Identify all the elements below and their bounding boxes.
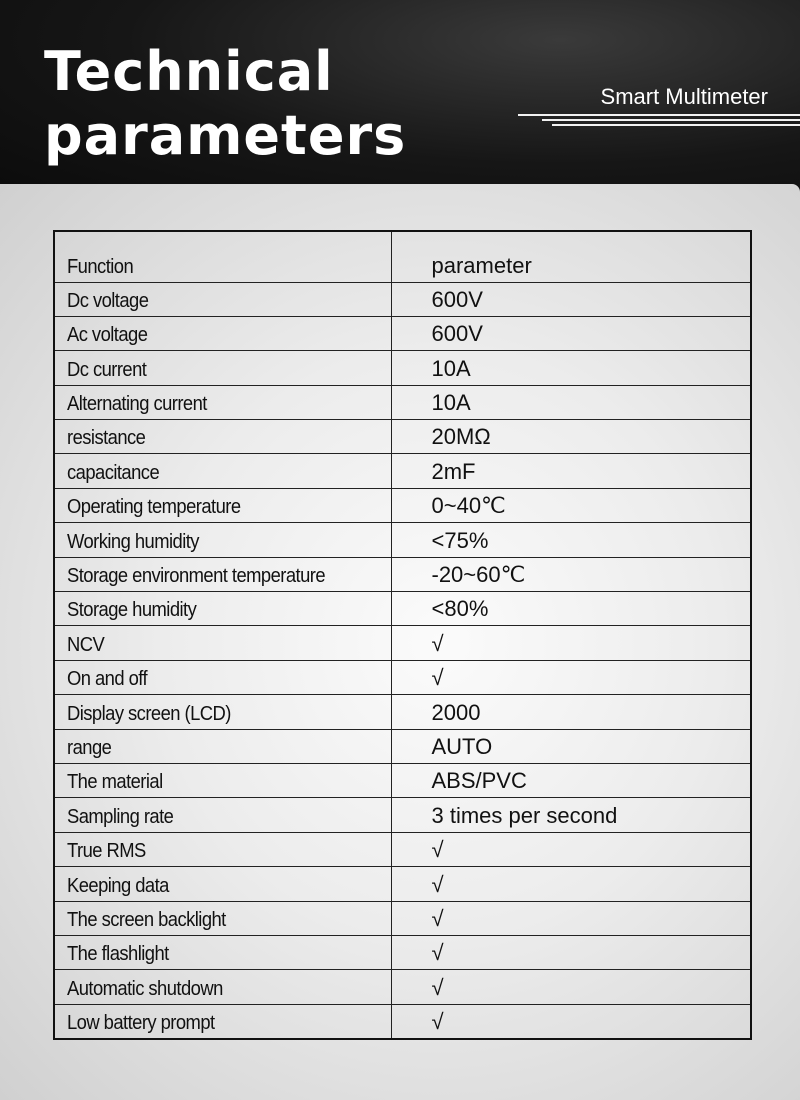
table-row	[54, 454, 751, 488]
parameter-cell: √	[391, 660, 751, 694]
table-row	[54, 282, 751, 316]
decorative-rule	[552, 124, 800, 126]
table-row	[54, 1004, 751, 1038]
function-cell: True RMS	[54, 832, 391, 866]
parameter-cell: 2mF	[391, 454, 751, 488]
table-row	[54, 970, 751, 1004]
decorative-rule	[518, 114, 800, 116]
table-row	[54, 557, 751, 591]
spec-table	[53, 230, 752, 1040]
function-cell: Low battery prompt	[54, 1004, 391, 1038]
page-title	[44, 40, 406, 168]
table-row	[54, 763, 751, 797]
function-cell: Automatic shutdown	[54, 970, 391, 1004]
decorative-rule	[542, 119, 800, 121]
parameter-cell: 0~40℃	[391, 488, 751, 522]
function-cell: Keeping data	[54, 867, 391, 901]
parameter-cell: √	[391, 935, 751, 969]
table-row	[54, 316, 751, 350]
table-row	[54, 626, 751, 660]
function-cell: NCV	[54, 626, 391, 660]
parameter-cell: √	[391, 901, 751, 935]
table-row	[54, 867, 751, 901]
title-line-1: Technical	[44, 40, 334, 103]
table-row	[54, 351, 751, 385]
table-row	[54, 420, 751, 454]
parameter-cell: √	[391, 970, 751, 1004]
parameter-cell: √	[391, 626, 751, 660]
table-row	[54, 901, 751, 935]
parameter-cell: 3 times per second	[391, 798, 751, 832]
parameter-cell: <75%	[391, 523, 751, 557]
function-cell: The flashlight	[54, 935, 391, 969]
parameter-cell: AUTO	[391, 729, 751, 763]
table-row	[54, 832, 751, 866]
parameter-cell: ABS/PVC	[391, 763, 751, 797]
function-cell: Working humidity	[54, 523, 391, 557]
parameter-cell: √	[391, 832, 751, 866]
function-cell: Sampling rate	[54, 798, 391, 832]
table-row	[54, 488, 751, 522]
function-cell: The screen backlight	[54, 901, 391, 935]
table-row	[54, 592, 751, 626]
table-row	[54, 385, 751, 419]
parameter-cell: 600V	[391, 282, 751, 316]
table-row	[54, 695, 751, 729]
table-row	[54, 523, 751, 557]
function-cell: resistance	[54, 420, 391, 454]
header-cell-function: Function	[54, 231, 391, 282]
table-header-row	[54, 231, 751, 282]
parameter-cell: -20~60℃	[391, 557, 751, 591]
function-cell: On and off	[54, 660, 391, 694]
function-cell: Storage humidity	[54, 592, 391, 626]
parameter-cell: 10A	[391, 385, 751, 419]
header-cell-parameter: parameter	[391, 231, 751, 282]
header-banner	[0, 0, 800, 200]
table-row	[54, 935, 751, 969]
function-cell: Display screen (LCD)	[54, 695, 391, 729]
function-cell: Operating temperature	[54, 488, 391, 522]
product-subtitle: Smart Multimeter	[600, 84, 768, 109]
parameter-cell: <80%	[391, 592, 751, 626]
function-cell: capacitance	[54, 454, 391, 488]
function-cell: Storage environment temperature	[54, 557, 391, 591]
parameter-cell: 20MΩ	[391, 420, 751, 454]
function-cell: Dc current	[54, 351, 391, 385]
function-cell: Dc voltage	[54, 282, 391, 316]
function-cell: Alternating current	[54, 385, 391, 419]
parameter-cell: √	[391, 867, 751, 901]
table-row	[54, 729, 751, 763]
parameter-cell: 2000	[391, 695, 751, 729]
function-cell: range	[54, 729, 391, 763]
title-line-2: parameters	[44, 104, 407, 167]
table-row	[54, 798, 751, 832]
function-cell: Ac voltage	[54, 316, 391, 350]
parameter-cell: 600V	[391, 316, 751, 350]
table-row	[54, 660, 751, 694]
parameter-cell: 10A	[391, 351, 751, 385]
parameter-cell: √	[391, 1004, 751, 1038]
function-cell: The material	[54, 763, 391, 797]
